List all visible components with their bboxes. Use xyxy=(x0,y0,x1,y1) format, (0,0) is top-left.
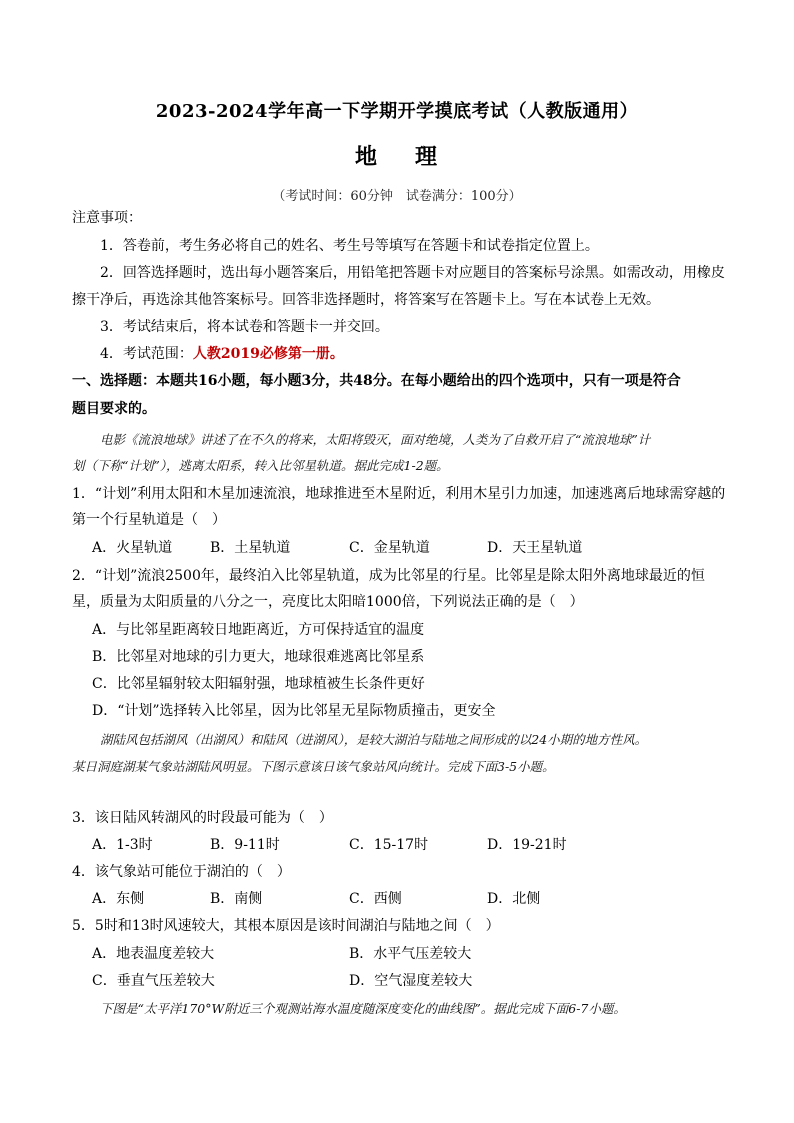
q5-option-b: B．水平气压差较大 xyxy=(349,946,472,962)
q4-option-b: B．南侧 xyxy=(210,891,263,907)
passage-1-line-2: 划（下称“计划”），逃离太阳系，转入比邻星轨道。据此完成1-2题。 xyxy=(72,458,449,473)
subject-char-1: 地 xyxy=(354,144,379,170)
passage-2-line-1: 湖陆风包括湖风（出湖风）和陆风（进湖风），是较大湖泊与陆地之间形成的以24小期的地方性风。 xyxy=(100,732,648,747)
q4-stem: 4．该气象站可能位于湖泊的（ ） xyxy=(72,864,291,880)
q1-option-a: A．火星轨道 xyxy=(92,540,173,556)
q1-stem-line-2: 第一个行星轨道是（ ） xyxy=(72,512,226,528)
q1-stem-line-1: 1．“计划”利用太阳和木星加速流浪，地球推进至木星附近，利用木星引力加速，加速逃离后地球需穿越的 xyxy=(72,486,726,502)
q2-option-b: B．比邻星对地球的引力更大，地球很难逃离比邻星系 xyxy=(92,649,425,665)
section-1-heading-line-1: 一、选择题：本题共16小题，每小题3分，共48分。在每小题给出的四个选项中，只有一项是符合 xyxy=(72,373,681,389)
q2-option-d: D．“计划”选择转入比邻星，因为比邻星无星际物质撞击，更安全 xyxy=(92,703,496,719)
q5-option-c: C．垂直气压差较大 xyxy=(92,973,215,989)
notes-heading: 注意事项： xyxy=(72,210,142,226)
exam-meta: （考试时间：60分钟 试卷满分：100分） xyxy=(272,189,522,204)
q5-stem: 5．5时和13时风速较大，其根本原因是该时间湖泊与陆地之间（ ） xyxy=(72,918,500,934)
q2-option-a: A．与比邻星距离较日地距离近，方可保持适宜的温度 xyxy=(92,622,425,638)
q1-option-c: C．金星轨道 xyxy=(349,540,430,556)
q4-option-a: A．东侧 xyxy=(92,891,145,907)
q3-stem: 3．该日陆风转湖风的时段最可能为（ ） xyxy=(72,810,333,826)
q2-stem-line-2: 星，质量为太阳质量的八分之一，亮度比太阳暗1000倍，下列说法正确的是（ ） xyxy=(72,594,584,610)
passage-3-line-1: 下图是“太平洋170°W附近三个观测站海水温度随深度变化的曲线图”。据此完成下面6-7小题。 xyxy=(100,1001,626,1016)
note-2-line-1: 2．回答选择题时，选出每小题答案后，用铅笔把答题卡对应题目的答案标号涂黑。如需改动，用橡皮 xyxy=(100,265,725,281)
q3-option-d: D．19-21时 xyxy=(487,837,567,853)
note-2-line-2: 擦干净后，再选涂其他答案标号。回答非选择题时，将答案写在答题卡上。写在本试卷上无效。 xyxy=(72,292,660,308)
exam-title: 2023-2024学年高一下学期开学摸底考试（人教版通用） xyxy=(155,101,639,122)
passage-1-line-1: 电影《流浪地球》讲述了在不久的将来，太阳将毁灭，面对绝境，人类为了自救开启了“流浪地球”计 xyxy=(100,432,651,447)
passage-2-line-2: 某日洞庭湖某气象站湖陆风明显。下图示意该日该气象站风向统计。完成下面3-5小题。 xyxy=(72,759,555,774)
note-3: 3．考试结束后，将本试卷和答题卡一并交回。 xyxy=(100,319,389,335)
note-1: 1．答卷前，考生务必将自己的姓名、考生号等填写在答题卡和试卷指定位置上。 xyxy=(100,238,599,254)
q4-option-c: C．西侧 xyxy=(349,891,402,907)
note-4 xyxy=(100,344,344,364)
section-1-heading-line-2: 题目要求的。 xyxy=(72,401,156,417)
subject-title xyxy=(0,140,794,171)
q2-option-c: C．比邻星辐射较太阳辐射强，地球植被生长条件更好 xyxy=(92,676,425,692)
q3-option-c: C．15-17时 xyxy=(349,837,429,853)
note-4-prefix: 4．考试范围： xyxy=(100,346,193,362)
q3-option-a: A．1-3时 xyxy=(92,837,153,853)
q5-option-a: A．地表温度差较大 xyxy=(92,946,215,962)
q4-option-d: D．北侧 xyxy=(487,891,541,907)
subject-char-2: 理 xyxy=(415,144,440,170)
q1-option-b: B．土星轨道 xyxy=(210,540,291,556)
q2-stem-line-1: 2．“计划”流浪2500年，最终泊入比邻星轨道，成为比邻星的行星。比邻星是除太阳外离地球最近的恒 xyxy=(72,568,705,584)
exam-scope: 人教2019必修第一册。 xyxy=(192,346,344,362)
q3-option-b: B．9-11时 xyxy=(210,837,280,853)
q5-option-d: D．空气湿度差较大 xyxy=(349,973,473,989)
q1-option-d: D．天王星轨道 xyxy=(487,540,583,556)
